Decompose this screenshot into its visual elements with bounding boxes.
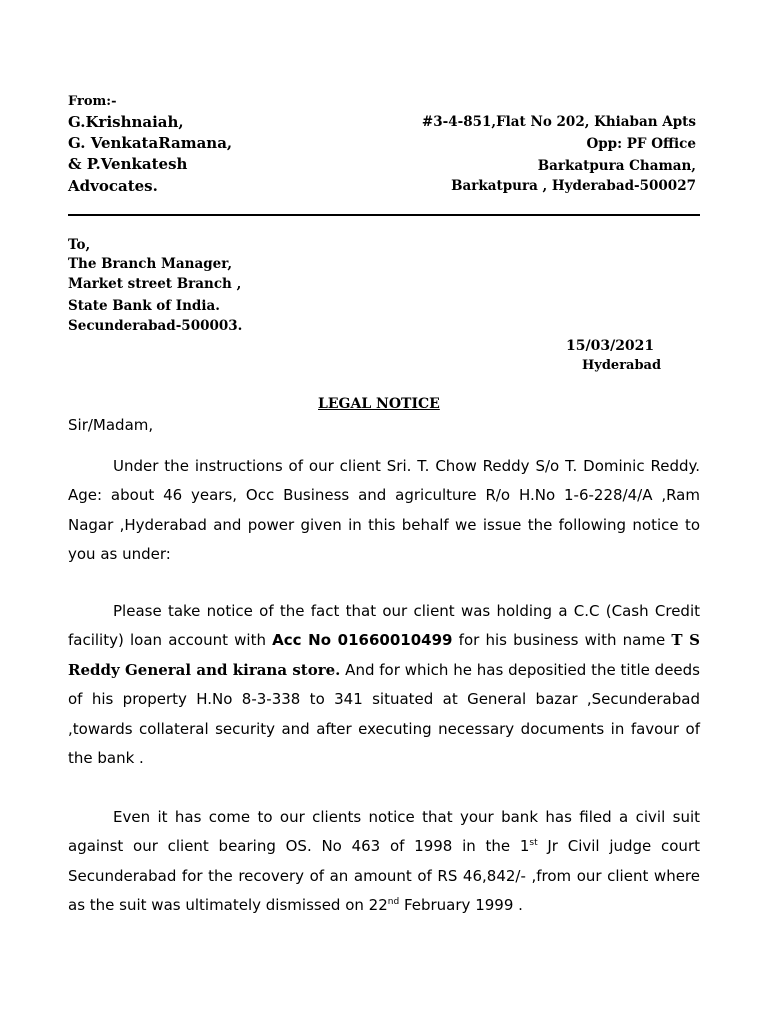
office-address-line: #3-4-851,Flat No 202, Khiaban Apts	[421, 114, 696, 130]
to-label: To,	[68, 237, 91, 253]
paragraph-loan-account	[68, 597, 700, 773]
office-address-line: Barkatpura , Hyderabad-500027	[451, 178, 696, 194]
notice-title: LEGAL NOTICE	[318, 396, 440, 412]
recipient-line: Market street Branch ,	[68, 276, 242, 292]
advocate-name: G. VenkataRamana,	[68, 134, 233, 152]
salutation: Sir/Madam,	[68, 416, 154, 434]
paragraph-text: And for which he has depositied the title deeds of his property H.No 8-3-338 to 341 situated at General bazar ,Secunderabad ,towards collateral security and after executing necessary documents in favour of the bank .	[68, 660, 700, 768]
account-number: Acc No 01660010499	[272, 631, 453, 650]
ordinal-suffix: nd	[387, 897, 400, 908]
office-address-line: Opp: PF Office	[586, 136, 696, 152]
paragraph-client-details: Under the instructions of our client Sri. T. Chow Reddy S/o T. Dominic Reddy. Age: about 46 years, Occ Business and agriculture R/o H.No 1-6-228/4/A ,Ram Nagar ,Hyderabad and power given in this behalf we issue the following notice to you as under:	[68, 457, 700, 564]
notice-date: 15/03/2021	[566, 338, 655, 354]
advocate-name: & P.Venkatesh	[68, 155, 188, 173]
from-label: From:-	[68, 94, 117, 109]
paragraph-text: Even it has come to our clients notice that your bank has filed a civil suit against our client bearing OS. No 463 of 1998 in the 1	[68, 808, 700, 856]
paragraph-text: Jr Civil judge court Secunderabad for the recovery of an amount of RS 46,842/- ,from our client where as the suit was ultimately dismissed on 22	[68, 837, 700, 915]
ordinal-suffix: st	[529, 838, 538, 849]
paragraph-civil-suit	[68, 803, 700, 921]
recipient-line: The Branch Manager,	[68, 256, 233, 272]
office-address-line: Barkatpura Chaman,	[537, 158, 696, 174]
recipient-line: Secunderabad-500003.	[68, 318, 243, 334]
notice-place: Hyderabad	[582, 358, 662, 373]
advocate-name: G.Krishnaiah,	[68, 113, 184, 131]
recipient-line: State Bank of India.	[68, 298, 220, 314]
paragraph-text: for his business with name	[452, 631, 672, 650]
store-name: T S Reddy General and kirana store.	[68, 631, 701, 679]
paragraph-text: February 1999 .	[399, 896, 523, 915]
header-divider	[68, 214, 700, 216]
advocates-label: Advocates.	[68, 177, 158, 195]
paragraph-text: Please take notice of the fact that our client was holding a C.C (Cash Credit facility) loan account with	[68, 602, 700, 650]
